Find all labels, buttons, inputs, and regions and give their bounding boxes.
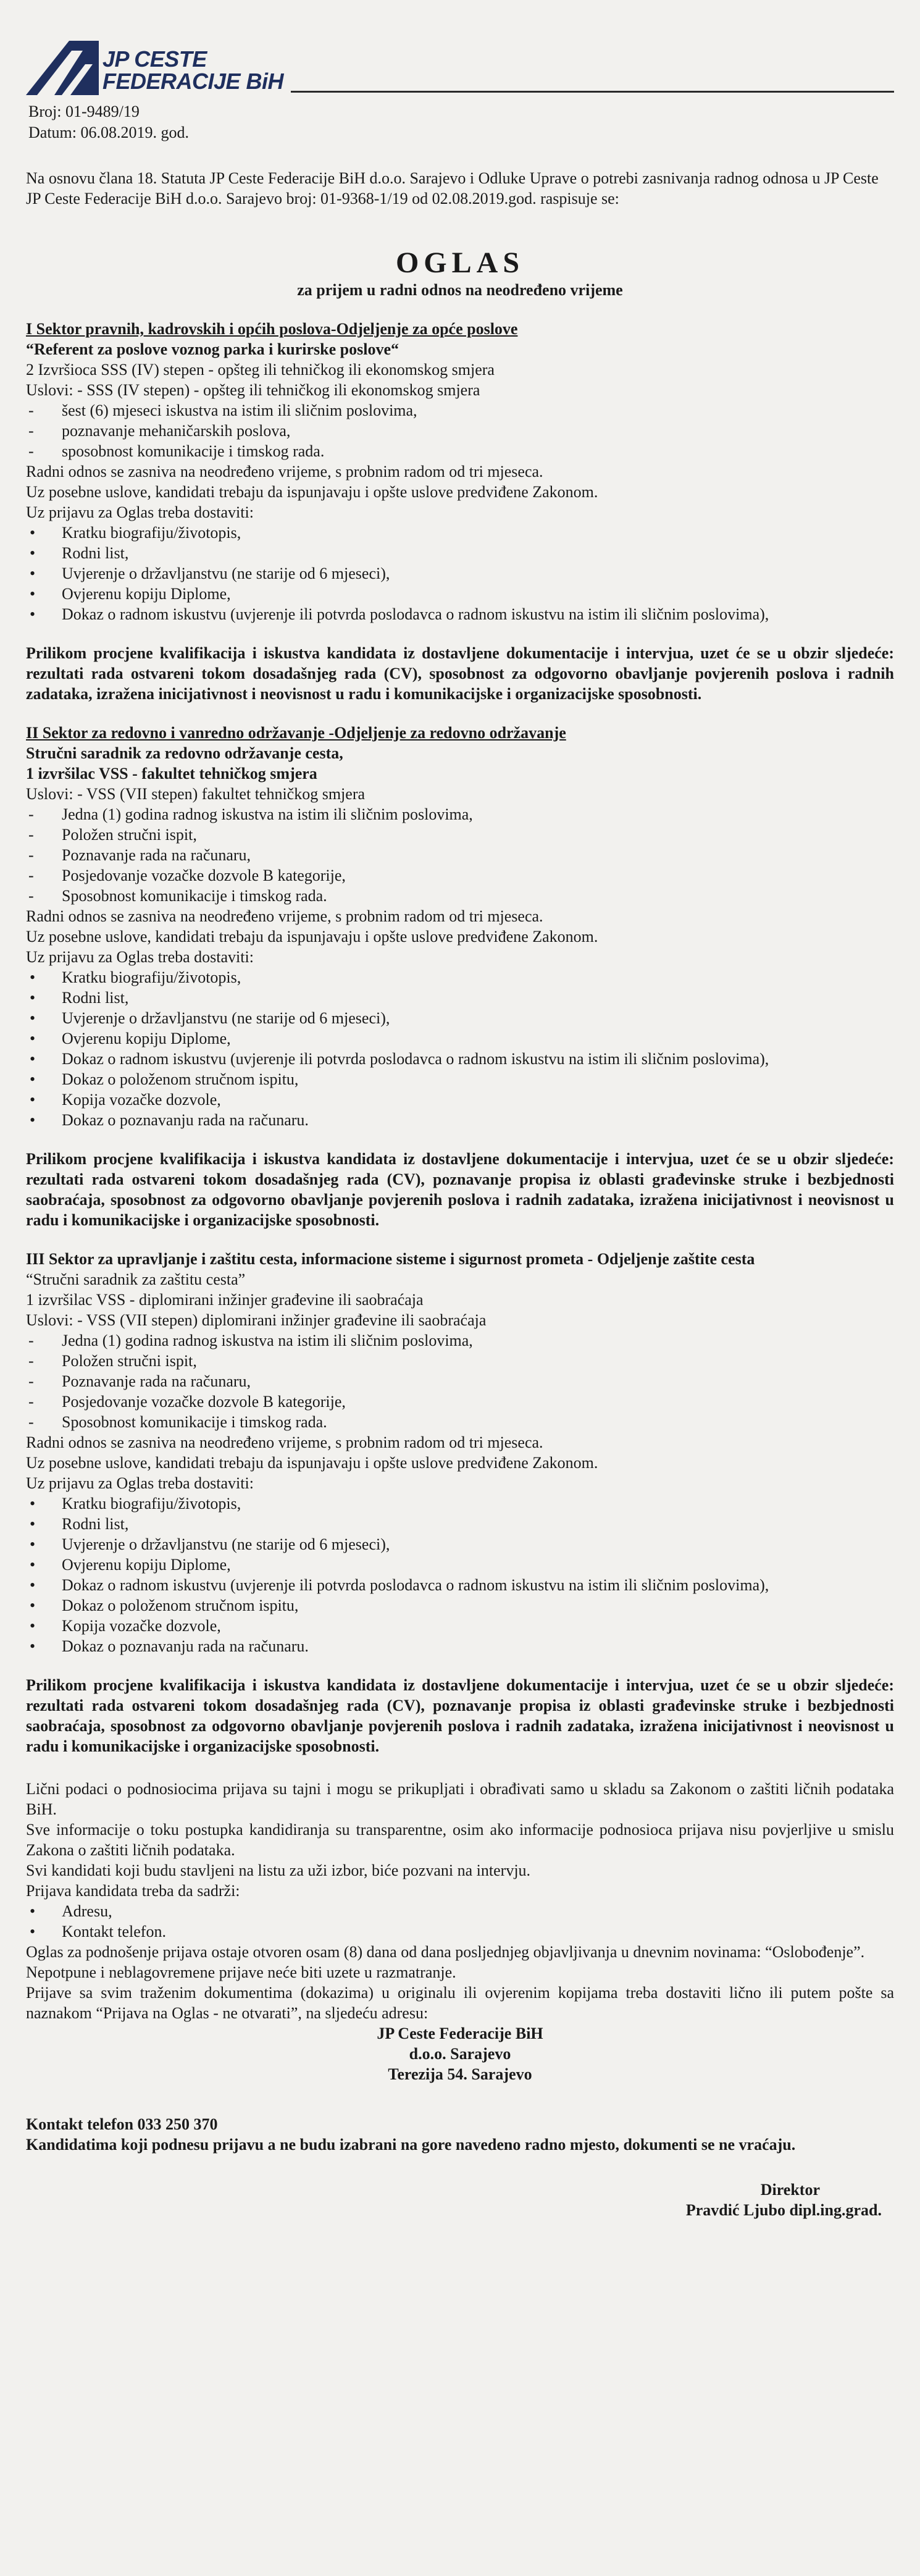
section-heading: III Sektor za upravljanje i zaštitu cesta, informacione sisteme i sigurnost prometa - Odjeljenje zaštite cesta: [26, 1250, 755, 1268]
document-meta: [28, 101, 894, 143]
section-heading: I Sektor pravnih, kadrovskih i općih poslova-Odjeljenje za opće poslove: [26, 320, 518, 338]
conditions-label: Uslovi: - SSS (IV stepen) - opšteg ili tehničkog ili ekonomskog smjera: [26, 381, 480, 399]
header-logo-row: [26, 36, 894, 95]
list-item: - Poznavanje rada na računaru,: [26, 1371, 894, 1391]
list-item: - poznavanje mehaničarskih poslova,: [26, 421, 894, 441]
deadline-notice: Oglas za podnošenje prijava ostaje otvoren osam (8) dana od dana posljednjeg objavljivanja u dnevnim novinama: “Oslobođenje”.: [26, 1943, 865, 1961]
incomplete-notice: Nepotpune i neblagovremene prijave neće biti uzete u razmatranje.: [26, 1963, 456, 1981]
position-title: Stručni saradnik za redovno održavanje cesta,: [26, 744, 343, 762]
employment-terms: Radni odnos se zasniva na neodređeno vrijeme, s probnim radom od tri mjeseca.: [26, 1433, 543, 1451]
list-item: • Adresu,: [26, 1901, 894, 1921]
list-item: • Ovjerenu kopiju Diplome,: [26, 1554, 894, 1575]
list-item: - Položen stručni ispit,: [26, 1351, 894, 1371]
documents-list: [26, 1493, 894, 1656]
list-item: • Kopija vozačke dozvole,: [26, 1616, 894, 1636]
header-rule: [291, 91, 894, 93]
list-item: • Dokaz o poznavanju rada na računaru.: [26, 1636, 894, 1656]
contact-phone: Kontakt telefon 033 250 370: [26, 2115, 218, 2133]
list-item: • Dokaz o radnom iskustvu (uvjerenje ili potvrda poslodavca o radnom iskustvu na istim ili sličnim poslovima),: [26, 1049, 894, 1069]
document-date: Datum: 06.08.2019. god.: [28, 124, 189, 141]
documents-label: Uz prijavu za Oglas treba dostaviti:: [26, 948, 254, 966]
list-item: • Uvjerenje o državljanstvu (ne starije od 6 mjeseci),: [26, 563, 894, 584]
position-count: 2 Izvršioca SSS (IV) stepen - opšteg ili tehničkog ili ekonomskog smjera: [26, 361, 495, 379]
list-item: • Rodni list,: [26, 988, 894, 1008]
documents-label: Uz prijavu za Oglas treba dostaviti:: [26, 1474, 254, 1492]
list-item: - Jedna (1) godina radnog iskustva na istim ili sličnim poslovima,: [26, 1330, 894, 1351]
section-3: [26, 1249, 894, 1756]
list-item: - Poznavanje rada na računaru,: [26, 845, 894, 865]
list-item: • Kopija vozačke dozvole,: [26, 1089, 894, 1110]
conditions-list: [26, 804, 894, 906]
list-item: - Posjedovanje vozačke dozvole B kategorije,: [26, 1391, 894, 1412]
application-label: Prijava kandidata treba da sadrži:: [26, 1882, 240, 1900]
conditions-label: Uslovi: - VSS (VII stepen) fakultet tehničkog smjera: [26, 785, 366, 803]
conditions-list: [26, 1330, 894, 1432]
section-heading: II Sektor za redovno i vanredno održavanje -Odjeljenje za redovno održavanje: [26, 724, 566, 742]
list-item: • Ovjerenu kopiju Diplome,: [26, 584, 894, 604]
page-title: OGLAS: [395, 246, 525, 279]
employment-terms: Radni odnos se zasniva na neodređeno vrijeme, s probnim radom od tri mjeseca.: [26, 907, 543, 925]
logo-line-1: JP CESTE: [102, 46, 207, 72]
list-item: • Uvjerenje o državljanstvu (ne starije od 6 mjeseci),: [26, 1008, 894, 1028]
evaluation-criteria: Prilikom procjene kvalifikacija i iskustva kandidata iz dostavljene dokumentacije i intervjua, uzet će se u obzir sljedeće: rezultati rada ostvareni tokom dosadašnjeg rada (CV), sposobnost za odgovorno obavljanje povjerenih poslova i radnih zadataka, izražena inicijativnost i neovisnost u radu i komunikacijske i organizacijske sposobnosti.: [26, 644, 894, 703]
conditions-list: [26, 400, 894, 461]
intro-paragraph: Na osnovu člana 18. Statuta JP Ceste Federacije BiH d.o.o. Sarajevo i Odluke Uprave o potrebi zasnivanja radnog odnosa u JP Ceste JP Ceste Federacije BiH d.o.o. Sarajevo broj: 01-9368-1/19 od 02.08.2019.god. raspisuje se:: [26, 169, 879, 208]
position-count: 1 izvršilac VSS - diplomirani inžinjer građevine ili saobraćaja: [26, 1291, 424, 1309]
list-item: • Uvjerenje o državljanstvu (ne starije od 6 mjeseci),: [26, 1534, 894, 1554]
submission-notice: Prijave sa svim traženim dokumentima (dokazima) u originalu ili ovjerenim kopijama treba dostaviti lično ili putem pošte sa naznakom “Prijava na Oglas - ne otvarati”, na sljedeću adresu:: [26, 1984, 894, 2022]
special-conditions: Uz posebne uslove, kandidati trebaju da ispunjavaju i opšte uslove predviđene Zakonom.: [26, 1454, 598, 1472]
transparency-notice: Sve informacije o toku postupka kandidiranja su transparentne, osim ako informacije podnosioca prijava nisu povjerljive u smislu Zakona o zaštiti ličnih podataka.: [26, 1821, 894, 1859]
list-item: • Kontakt telefon.: [26, 1921, 894, 1942]
special-conditions: Uz posebne uslove, kandidati trebaju da ispunjavaju i opšte uslove predviđene Zakonom.: [26, 928, 598, 946]
list-item: • Kratku biografiju/životopis,: [26, 967, 894, 988]
address-line-2: d.o.o. Sarajevo: [409, 2045, 511, 2063]
evaluation-criteria: Prilikom procjene kvalifikacija i iskustva kandidata iz dostavljene dokumentacije i intervjua, uzet će se u obzir sljedeće: rezultati rada ostvareni tokom dosadašnjeg rada (CV), poznavanje propisa iz oblasti građevinske struke i bezbjednosti saobraćaja, sposobnost za odgovorno obavljanje povjerenih poslova i radnih zadataka, izražena inicijativnost i neovisnost u radu i komunikacijske i organizacijske sposobnosti.: [26, 1676, 894, 1755]
mailing-address: [26, 2023, 894, 2084]
documents-list: [26, 522, 894, 624]
closing-section: [26, 1779, 894, 2023]
section-1: [26, 319, 894, 704]
list-item: • Dokaz o položenom stručnom ispitu,: [26, 1069, 894, 1089]
application-items: [26, 1901, 894, 1942]
position-title: “Stručni saradnik za zaštitu cesta”: [26, 1270, 246, 1288]
list-item: • Dokaz o poznavanju rada na računaru.: [26, 1110, 894, 1130]
contact-block: [26, 2114, 894, 2155]
list-item: - šest (6) mjeseci iskustva na istim ili sličnim poslovima,: [26, 400, 894, 421]
evaluation-criteria: Prilikom procjene kvalifikacija i iskustva kandidata iz dostavljene dokumentacije i intervjua, uzet će se u obzir sljedeće: rezultati rada ostvareni tokom dosadašnjeg rada (CV), poznavanje propisa iz oblasti građevinske struke i bezbjednosti saobraćaja, sposobnost za odgovorno obavljanje povjerenih poslova i radnih zadataka, izražena inicijativnost i neovisnost u radu i komunikacijske i organizacijske sposobnosti.: [26, 1150, 894, 1229]
documents-label: Uz prijavu za Oglas treba dostaviti:: [26, 503, 254, 521]
list-item: - Sposobnost komunikacije i timskog rada.: [26, 1412, 894, 1432]
address-line-3: Terezija 54. Sarajevo: [388, 2065, 532, 2083]
jp-ceste-logo-icon: [26, 41, 99, 95]
list-item: • Ovjerenu kopiju Diplome,: [26, 1028, 894, 1049]
documents-return-note: Kandidatima koji podnesu prijavu a ne budu izabrani na gore navedeno radno mjesto, dokumenti se ne vraćaju.: [26, 2136, 796, 2154]
list-item: • Dokaz o radnom iskustvu (uvjerenje ili potvrda poslodavca o radnom iskustvu na istim ili sličnim poslovima),: [26, 1575, 894, 1595]
list-item: - Položen stručni ispit,: [26, 824, 894, 845]
list-item: • Kratku biografiju/životopis,: [26, 522, 894, 543]
page-subtitle: za prijem u radni odnos na neodređeno vrijeme: [297, 281, 623, 299]
signature-block: [26, 2180, 894, 2220]
list-item: • Rodni list,: [26, 543, 894, 563]
document-number: Broj: 01-9489/19: [28, 103, 140, 120]
address-line-1: JP Ceste Federacije BiH: [377, 2024, 543, 2042]
list-item: - Sposobnost komunikacije i timskog rada.: [26, 886, 894, 906]
conditions-label: Uslovi: - VSS (VII stepen) diplomirani inžinjer građevine ili saobraćaja: [26, 1311, 487, 1329]
list-item: • Rodni list,: [26, 1514, 894, 1534]
interview-notice: Svi kandidati koji budu stavljeni na listu za uži izbor, biće pozvani na intervju.: [26, 1861, 531, 1879]
list-item: • Dokaz o položenom stručnom ispitu,: [26, 1595, 894, 1616]
documents-list: [26, 967, 894, 1130]
signatory-name: Pravdić Ljubo dipl.ing.grad.: [685, 2201, 882, 2219]
list-item: - Jedna (1) godina radnog iskustva na istim ili sličnim poslovima,: [26, 804, 894, 824]
signatory-role: Direktor: [760, 2181, 820, 2199]
list-item: - sposobnost komunikacije i timskog rada.: [26, 441, 894, 461]
list-item: • Kratku biografiju/životopis,: [26, 1493, 894, 1514]
position-count: 1 izvršilac VSS - fakultet tehničkog smjera: [26, 765, 317, 782]
privacy-notice: Lični podaci o podnosiocima prijava su tajni i mogu se prikupljati i obrađivati samo u skladu sa Zakonom o zaštiti ličnih podataka BiH.: [26, 1780, 894, 1818]
employment-terms: Radni odnos se zasniva na neodređeno vrijeme, s probnim radom od tri mjeseca.: [26, 463, 543, 480]
list-item: - Posjedovanje vozačke dozvole B kategorije,: [26, 865, 894, 886]
list-item: • Dokaz o radnom iskustvu (uvjerenje ili potvrda poslodavca o radnom iskustvu na istim ili sličnim poslovima),: [26, 604, 894, 624]
special-conditions: Uz posebne uslove, kandidati trebaju da ispunjavaju i opšte uslove predviđene Zakonom.: [26, 483, 598, 501]
logo-line-2: FEDERACIJE BiH: [102, 69, 284, 94]
logo-wordmark: [102, 48, 283, 93]
position-title: “Referent za poslove voznog parka i kurirske poslove“: [26, 340, 399, 358]
section-2: [26, 723, 894, 1230]
